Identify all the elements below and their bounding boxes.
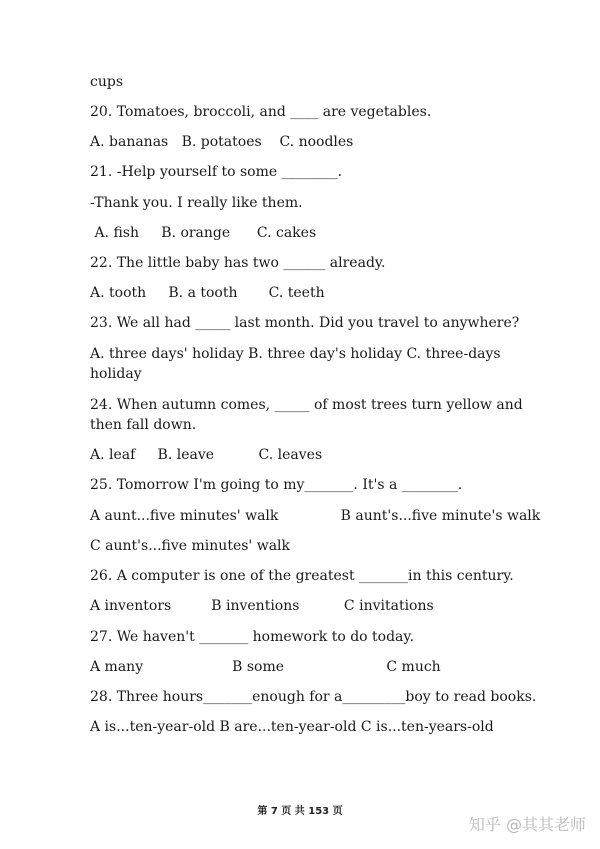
question-25: 25. Tomorrow I'm going to my_______. It's a ________. <box>90 477 463 493</box>
question-21: 21. -Help yourself to some ________. <box>90 164 343 180</box>
question-26: 26. A computer is one of the greatest _______in this century. <box>90 568 514 584</box>
options-27: A many B some C much <box>90 659 441 675</box>
options-21: A. fish B. orange C. cakes <box>90 225 317 241</box>
options-22: A. tooth B. a tooth C. teeth <box>90 285 325 301</box>
options-25-c: C aunt's...five minutes' walk <box>90 538 291 554</box>
options-26: A inventors B inventions C invitations <box>90 598 434 614</box>
options-24: A. leaf B. leave C. leaves <box>90 447 323 463</box>
page-number: 第 7 页 共 153 页 <box>257 806 343 817</box>
question-24: 24. When autumn comes, _____ of most trees turn yellow and then fall down. <box>90 397 523 433</box>
options-28: A is...ten-year-old B are...ten-year-old C is...ten-years-old <box>90 719 494 735</box>
question-23: 23. We all had _____ last month. Did you travel to anywhere? <box>90 315 520 331</box>
response-21: -Thank you. I really like them. <box>90 195 303 211</box>
question-22: 22. The little baby has two ______ already. <box>90 255 386 271</box>
question-20: 20. Tomatoes, broccoli, and ____ are vegetables. <box>90 104 432 120</box>
question-27: 27. We haven't _______ homework to do today. <box>90 629 414 645</box>
text-line: cups <box>90 74 124 90</box>
options-20: A. bananas B. potatoes C. noodles <box>90 134 354 150</box>
watermark: 知乎 @其其老师 <box>468 815 586 834</box>
options-25-ab: A aunt...five minutes' walk B aunt's...five minute's walk <box>90 508 541 524</box>
question-28: 28. Three hours_______enough for a_________boy to read books. <box>90 689 537 705</box>
options-23: A. three days' holiday B. three day's holiday C. three-days holiday <box>90 346 501 382</box>
